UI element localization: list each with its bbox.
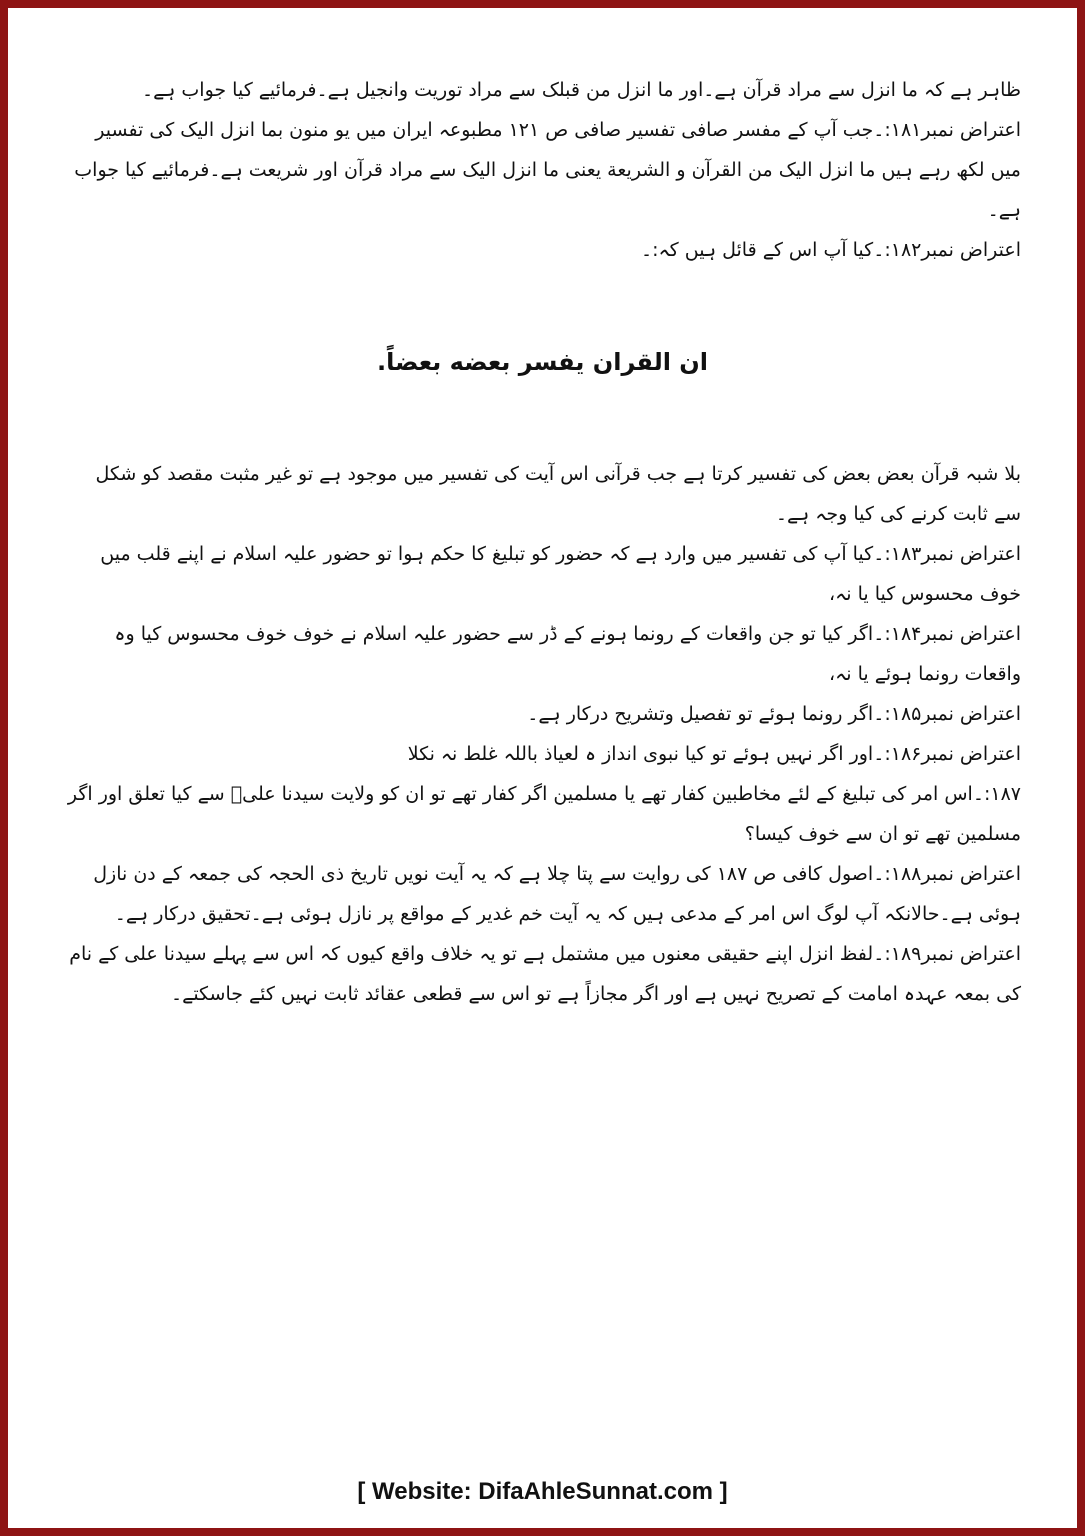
paragraph: اعتراض نمبر۱۸۴:۔اگر کیا تو جن واقعات کے رونما ہونے کے ڈر سے حضور علیہ اسلام نے خوف خوف محسوس کیا وہ واقعات رونما ہوئے یا نہ، bbox=[114, 623, 1021, 685]
spacer bbox=[64, 270, 1021, 342]
paragraph: اعتراض نمبر۱۸۹:۔لفظ انزل اپنے حقیقی معنوں میں مشتمل ہے تو یہ خلاف واقع کیوں کہ اس سے پہلے سیدنا علی کے نام کی بمعہ عہدہ امامت کے تصریح نہیں ہے اور اگر مجازاً ہے تو اس سے قطعی عقائد ثابت نہیں کئے جاسکتے۔ bbox=[69, 943, 1021, 1005]
section-heading: ان القران یفسر بعضه بعضاً. bbox=[376, 348, 709, 376]
spacer bbox=[64, 382, 1021, 454]
paragraph: اعتراض نمبر۱۸۳:۔کیا آپ کی تفسیر میں وارد ہے کہ حضور کو تبلیغ کا حکم ہوا تو حضور علیہ اسلام نے اپنے قلب میں خوف محسوس کیا یا نہ، bbox=[100, 543, 1021, 605]
paragraph: اعتراض نمبر۱۸۵:۔اگر رونما ہوئے تو تفصیل وتشریح درکار ہے۔ bbox=[527, 703, 1021, 725]
paragraph: ظاہر ہے کہ ما انزل سے مراد قرآن ہے۔اور ما انزل من قبلک سے مراد توریت وانجیل ہے۔فرمائیے کیا جواب ہے۔ bbox=[141, 79, 1021, 101]
paragraph: بلا شبہ قرآن بعض بعض کی تفسیر کرتا ہے جب قرآنی اس آیت کی تفسیر میں موجود ہے تو غیر مثبت مقصد کو شکل سے ثابت کرنے کی کیا وجہ ہے۔ bbox=[95, 463, 1021, 525]
document-body bbox=[64, 70, 1021, 1014]
paragraph: اعتراض نمبر۱۸۲:۔کیا آپ اس کے قائل ہیں کہ:۔ bbox=[641, 239, 1021, 261]
website-footer: [ Website: DifaAhleSunnat.com ] bbox=[357, 1478, 728, 1505]
paragraph: اعتراض نمبر۱۸۶:۔اور اگر نہیں ہوئے تو کیا نبوی انداز ہ لعیاذ باللہ غلط نہ نکلا bbox=[407, 743, 1021, 765]
paragraph: ۱۸۷:۔اس امر کی تبلیغ کے لئے مخاطبین کفار تھے یا مسلمین اگر کفار تھے تو ان کو ولایت سیدنا علیؓ سے کیا تعلق اور اگر مسلمین تھے تو ان سے خوف کیسا؟ bbox=[67, 783, 1021, 845]
paragraph: اعتراض نمبر۱۸۱:۔جب آپ کے مفسر صافی تفسیر صافی ص ۱۲۱ مطبوعہ ایران میں یو منون بما انزل الیک کی تفسیر میں لکھ رہے ہیں ما انزل الیک من القرآن و الشریعة یعنی ما انزل الیک سے مراد قرآن اور شریعت ہے۔فرمائیے کیا جواب ہے۔ bbox=[74, 119, 1021, 221]
paragraph: اعتراض نمبر۱۸۸:۔اصول کافی ص ۱۸۷ کی روایت سے پتا چلا ہے کہ یہ آیت نویں تاریخ ذی الحجہ کی جمعہ کے دن نازل ہوئی ہے۔حالانکہ آپ لوگ اس امر کے مدعی ہیں کہ یہ آیت خم غدیر کے مواقع پر نازل ہوئی ہے۔تحقیق درکار ہے۔ bbox=[93, 863, 1021, 925]
